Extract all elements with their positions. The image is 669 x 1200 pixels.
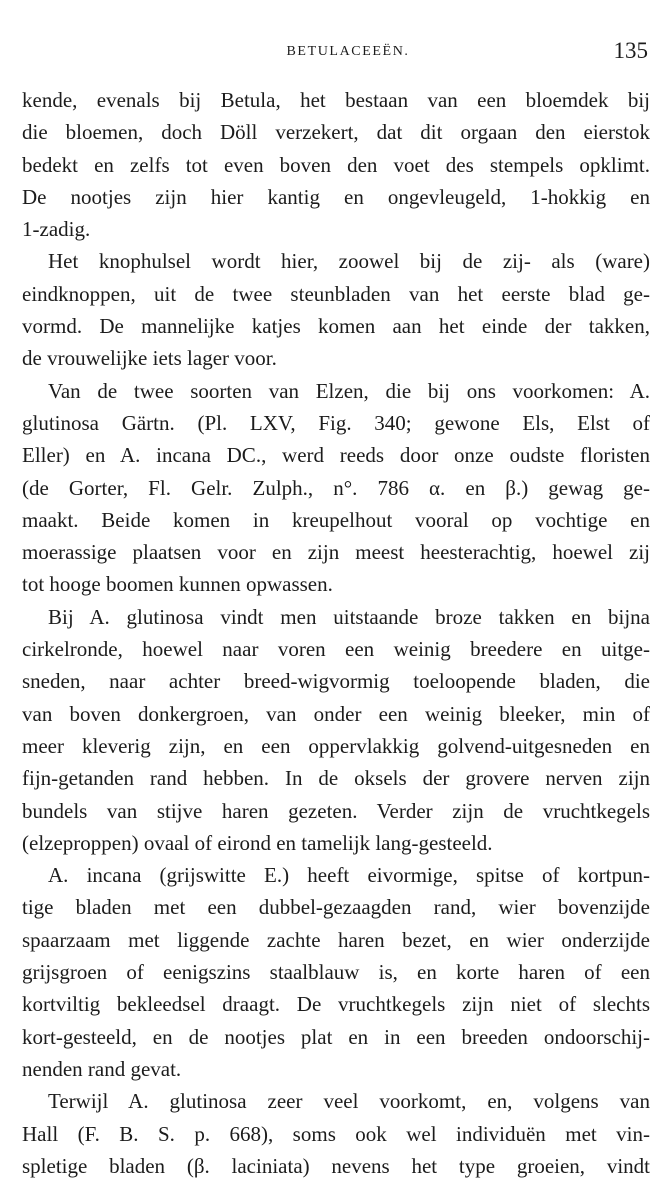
text-line: Het knophulsel wordt hier, zoowel bij de zij- als (ware)	[48, 249, 650, 274]
book-page	[22, 38, 650, 1182]
text-line: maakt. Beide komen in kreupelhout vooral op vochtige en	[22, 507, 650, 532]
text-line: 1-zadig.	[22, 217, 91, 242]
text-line: Eller) en A. incana DC., werd reeds door onze oudste floristen	[22, 443, 650, 468]
text-line: Van de twee soorten van Elzen, die bij ons voorkomen: A.	[48, 378, 650, 403]
text-line: kort-gesteeld, en de nootjes plat en in een breeden ondoorschij-	[22, 1024, 650, 1049]
text-line: spaarzaam met liggende zachte haren bezet, en wier onderzijde	[22, 927, 650, 952]
running-head	[22, 38, 650, 68]
text-line: (de Gorter, Fl. Gelr. Zulph., n°. 786 α. en β.) gewag ge-	[22, 475, 650, 500]
text-line: tot hooge boomen kunnen opwassen.	[22, 572, 333, 597]
paragraph-3	[22, 375, 650, 601]
text-line: spletige bladen (β. laciniata) nevens het type groeien, vindt	[22, 1153, 650, 1178]
text-line: van boven donkergroen, van onder een weinig bleeker, min of	[22, 701, 650, 726]
text-line: moerassige plaatsen voor en zijn meest heesterachtig, hoewel zij	[22, 540, 650, 565]
text-line: kende, evenals bij Betula, het bestaan van een bloemdek bij	[22, 88, 650, 112]
text-line: eindknoppen, uit de twee steunbladen van het eerste blad ge-	[22, 281, 650, 306]
paragraph-1	[22, 84, 650, 245]
paragraph-2	[22, 245, 650, 374]
text-line: bedekt en zelfs tot even boven den voet des stempels opklimt.	[22, 152, 650, 177]
text-line: Bij A. glutinosa vindt men uitstaande broze takken en bijna	[48, 604, 650, 629]
page-number: 135	[613, 38, 648, 63]
text-line: Terwijl A. glutinosa zeer veel voorkomt, en, volgens van	[48, 1089, 650, 1114]
text-line: cirkelronde, hoewel naar voren een weinig breedere en uitge-	[22, 637, 650, 662]
text-line: kortviltig bekleedsel draagt. De vruchtkegels zijn niet of slechts	[22, 992, 650, 1017]
paragraph-4	[22, 601, 650, 859]
text-line: De nootjes zijn hier kantig en ongevleugeld, 1-hokkig en	[22, 184, 650, 209]
text-line: glutinosa Gärtn. (Pl. LXV, Fig. 340; gewone Els, Elst of	[22, 410, 650, 435]
text-line: bundels van stijve haren gezeten. Verder zijn de vruchtkegels	[22, 798, 650, 823]
text-line: (elzeproppen) ovaal of eirond en tamelijk lang-gesteeld.	[22, 830, 493, 855]
text-line: sneden, naar achter breed-wigvormig toeloopende bladen, die	[22, 669, 650, 694]
running-title: BETULACEEËN.	[286, 44, 410, 59]
text-line: de vrouwelijke iets lager voor.	[22, 346, 277, 371]
text-line: grijsgroen of eenigszins staalblauw is, en korte haren of een	[22, 960, 650, 985]
text-line: nenden rand gevat.	[22, 1056, 182, 1081]
text-line: tige bladen met een dubbel-gezaagden rand, wier bovenzijde	[22, 895, 650, 920]
text-line: fijn-getanden rand hebben. In de oksels der grovere nerven zijn	[22, 766, 650, 791]
text-line: A. incana (grijswitte E.) heeft eivormige, spitse of kortpun-	[48, 863, 650, 888]
text-line: Hall (F. B. S. p. 668), soms ook wel individuën met vin-	[22, 1121, 650, 1146]
text-line: meer kleverig zijn, en een oppervlakkig golvend-uitgesneden en	[22, 733, 650, 758]
paragraph-6	[22, 1085, 650, 1182]
text-line: vormd. De mannelijke katjes komen aan het einde der takken,	[22, 314, 650, 339]
text-line: die bloemen, doch Döll verzekert, dat dit orgaan den eierstok	[22, 120, 650, 145]
paragraph-5	[22, 859, 650, 1085]
